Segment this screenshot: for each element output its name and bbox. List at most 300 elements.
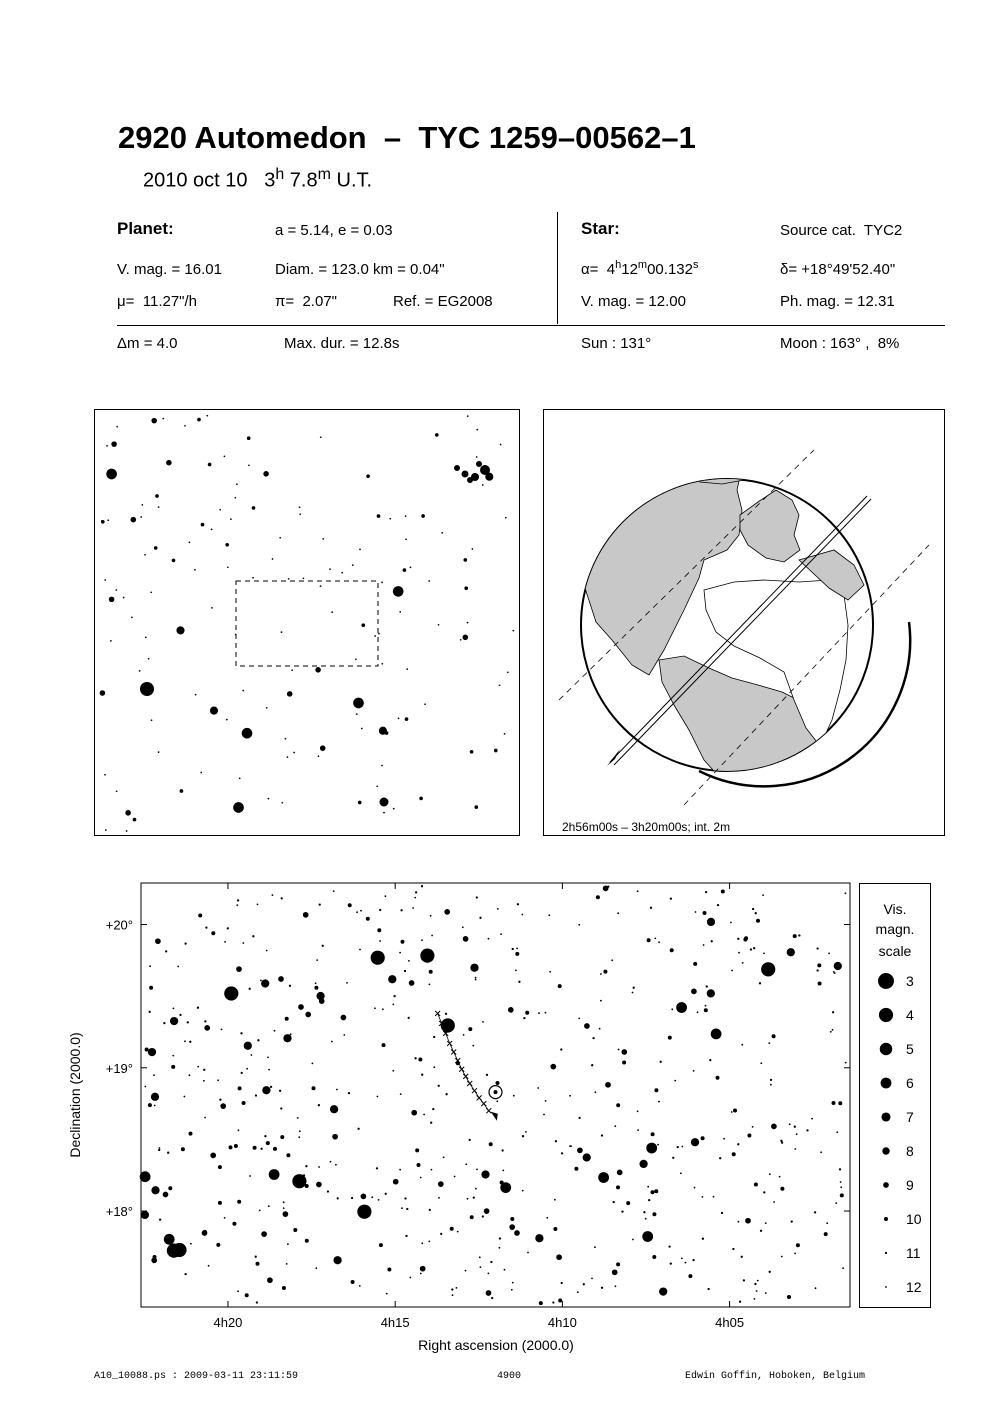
- field-star: [303, 1174, 305, 1176]
- planet-ref: Ref. = EG2008: [393, 293, 493, 310]
- scale-label: 9: [906, 1177, 914, 1193]
- field-star: [737, 1143, 739, 1145]
- field-star: [548, 914, 550, 916]
- field-star: [517, 903, 519, 905]
- delta-value: = +18°49'52.40": [788, 261, 896, 278]
- field-star: [677, 1146, 679, 1148]
- finder-star: [329, 568, 331, 570]
- field-star: [543, 1114, 545, 1116]
- finder-star: [176, 626, 184, 634]
- field-star: [753, 947, 755, 949]
- field-star: [431, 1169, 433, 1171]
- field-star: [479, 1256, 481, 1258]
- finder-star: [106, 445, 108, 447]
- field-star: [743, 938, 747, 942]
- finder-star: [410, 567, 412, 569]
- field-star: [357, 1128, 359, 1130]
- field-star: [652, 1255, 656, 1259]
- field-star: [379, 940, 381, 942]
- field-star: [537, 1087, 539, 1089]
- scale-dot: [884, 1217, 888, 1221]
- finder-star: [115, 589, 117, 591]
- pi-symbol: π: [275, 293, 286, 310]
- field-star: [429, 1209, 431, 1211]
- field-star: [554, 1199, 556, 1201]
- field-star: [450, 1227, 454, 1231]
- finder-star: [472, 548, 474, 550]
- field-star: [379, 1243, 383, 1247]
- finder-star: [460, 639, 462, 641]
- field-star: [480, 1266, 482, 1268]
- field-star: [189, 1074, 191, 1076]
- field-star: [622, 1061, 626, 1065]
- field-star: [545, 1012, 547, 1014]
- field-star: [739, 1301, 741, 1303]
- mu-symbol: μ: [117, 293, 126, 310]
- field-star: [387, 1268, 391, 1272]
- mu-value: = 11.27"/h: [125, 293, 198, 310]
- field-star: [770, 1084, 772, 1086]
- field-star: [411, 1110, 417, 1116]
- finder-star: [281, 631, 283, 633]
- alpha-m-unit: m: [637, 259, 648, 271]
- field-star: [668, 1245, 670, 1247]
- finder-star: [225, 543, 229, 547]
- field-star: [605, 1175, 607, 1177]
- field-star: [763, 953, 765, 955]
- finder-star: [500, 444, 502, 446]
- field-star: [217, 1079, 219, 1081]
- field-star: [167, 1152, 169, 1154]
- field-star: [392, 1004, 394, 1006]
- field-star: [601, 1134, 603, 1136]
- field-star: [236, 904, 238, 906]
- finder-star: [389, 518, 391, 520]
- field-star: [693, 962, 697, 966]
- field-star: [414, 897, 416, 899]
- field-star: [732, 1248, 734, 1250]
- field-star: [496, 1081, 500, 1085]
- y-tick-label: +18°: [105, 1204, 133, 1220]
- finder-star: [288, 578, 290, 580]
- field-star: [741, 1044, 743, 1046]
- finder-star: [166, 460, 172, 466]
- field-star: [617, 1170, 623, 1176]
- finder-star: [293, 752, 295, 754]
- event-hour: 3: [264, 169, 276, 192]
- finder-star: [140, 516, 142, 518]
- field-star: [556, 1254, 562, 1260]
- field-star: [420, 1177, 422, 1179]
- field-star: [264, 1135, 266, 1137]
- field-star: [401, 1207, 403, 1209]
- finder-star: [299, 513, 301, 515]
- finder-star: [125, 810, 131, 816]
- planet-vmag: V. mag. = 16.01: [117, 261, 222, 278]
- star-chart: [0, 870, 855, 1360]
- finder-star: [252, 577, 254, 579]
- field-star: [266, 950, 268, 952]
- field-star: [525, 1011, 529, 1015]
- field-star: [651, 1190, 655, 1194]
- finder-star: [399, 611, 401, 613]
- finder-star: [393, 586, 404, 597]
- field-star: [737, 938, 739, 940]
- field-star: [251, 1054, 253, 1056]
- field-star: [545, 1100, 547, 1102]
- field-star: [512, 948, 514, 950]
- field-star: [615, 1285, 617, 1287]
- field-star: [283, 1211, 289, 1217]
- field-star: [659, 1287, 667, 1295]
- field-star: [794, 1126, 796, 1128]
- field-star: [155, 938, 161, 944]
- field-star: [842, 1267, 844, 1269]
- field-star: [377, 1096, 379, 1098]
- finder-star: [358, 801, 362, 805]
- field-star: [141, 1211, 149, 1219]
- field-star: [197, 1007, 199, 1009]
- field-star: [770, 1079, 772, 1081]
- field-star: [330, 1105, 338, 1113]
- field-star: [703, 911, 707, 915]
- finder-star: [105, 829, 107, 831]
- field-star: [489, 1142, 493, 1146]
- finder-star: [381, 765, 383, 767]
- field-star: [711, 940, 713, 942]
- delta-symbol: δ: [780, 261, 789, 278]
- field-star: [583, 1153, 591, 1161]
- scale-label: 7: [906, 1109, 914, 1125]
- field-star: [515, 970, 517, 972]
- field-star: [832, 1101, 836, 1105]
- field-star: [502, 1170, 504, 1172]
- ut-label: U.T.: [336, 169, 373, 192]
- field-star: [621, 1049, 627, 1055]
- finder-star: [438, 624, 440, 626]
- field-star: [731, 970, 733, 972]
- finder-stars: [100, 415, 515, 832]
- field-star: [279, 1090, 281, 1092]
- field-star: [672, 1157, 674, 1159]
- field-star: [479, 917, 481, 919]
- field-star: [607, 885, 609, 887]
- field-star: [356, 911, 358, 913]
- finder-star: [151, 719, 153, 721]
- field-star: [561, 1152, 563, 1154]
- field-star: [151, 1093, 159, 1101]
- field-star: [305, 1239, 309, 1243]
- field-star: [433, 1036, 435, 1038]
- field-star: [754, 1283, 756, 1285]
- finder-star: [227, 566, 229, 568]
- field-star: [691, 1138, 699, 1146]
- field-star: [755, 912, 757, 914]
- field-star: [645, 1218, 647, 1220]
- field-star: [267, 1057, 269, 1059]
- field-star: [336, 1089, 338, 1091]
- field-star: [331, 1041, 333, 1043]
- field-star: [475, 1188, 477, 1190]
- finder-star: [133, 818, 137, 822]
- field-star: [189, 1132, 193, 1136]
- finder-star: [195, 694, 197, 696]
- field-star: [412, 907, 414, 909]
- field-star: [514, 1230, 520, 1236]
- field-star: [400, 909, 402, 911]
- field-star: [632, 1239, 634, 1241]
- field-star: [705, 891, 707, 893]
- field-star: [828, 953, 830, 955]
- finder-star: [263, 471, 269, 477]
- field-star: [488, 1273, 490, 1275]
- finder-star: [320, 436, 322, 438]
- field-star: [681, 1146, 683, 1148]
- finder-star: [505, 517, 507, 519]
- finder-star: [424, 703, 426, 705]
- field-star: [773, 1201, 775, 1203]
- field-star: [190, 1243, 192, 1245]
- max-duration: Max. dur. = 12.8s: [284, 335, 400, 352]
- field-star: [408, 960, 410, 962]
- field-star: [484, 1208, 490, 1214]
- field-star: [216, 1243, 220, 1247]
- finder-star: [211, 529, 213, 531]
- field-star: [504, 1269, 506, 1271]
- field-star: [465, 1163, 467, 1165]
- finder-star: [131, 517, 137, 523]
- event-datetime: [143, 166, 372, 193]
- field-star: [747, 1134, 751, 1138]
- finder-star: [184, 425, 186, 427]
- field-star: [706, 985, 708, 987]
- scale-dot: [883, 1182, 889, 1188]
- field-star: [781, 1256, 783, 1258]
- field-star: [327, 1190, 329, 1192]
- field-star: [452, 1294, 454, 1296]
- field-star: [376, 1167, 378, 1169]
- field-star: [163, 1192, 169, 1198]
- field-star: [592, 1037, 594, 1039]
- finder-star: [155, 494, 159, 498]
- field-star: [405, 1235, 407, 1237]
- finder-star: [109, 597, 115, 603]
- field-star: [756, 919, 760, 923]
- x-axis-title: Right ascension (2000.0): [418, 1337, 574, 1353]
- field-star: [205, 926, 207, 928]
- event-date: 2010 oct 10: [143, 169, 248, 192]
- finder-star: [374, 635, 376, 637]
- field-star: [237, 899, 239, 901]
- field-star: [765, 1222, 767, 1224]
- field-star: [415, 891, 417, 893]
- field-star: [337, 1197, 339, 1199]
- finder-star: [111, 441, 117, 447]
- field-star: [252, 935, 254, 937]
- field-star: [658, 1101, 660, 1103]
- finder-star: [403, 568, 407, 572]
- field-star: [429, 970, 433, 974]
- field-star: [709, 1059, 711, 1061]
- finder-star: [180, 789, 184, 793]
- field-star: [316, 1182, 322, 1188]
- finder-star: [141, 504, 143, 506]
- field-star: [701, 1137, 703, 1139]
- field-star: [444, 909, 450, 915]
- field-star: [457, 1231, 459, 1233]
- scale-dot: [880, 1043, 893, 1056]
- finder-star: [110, 640, 112, 642]
- field-star: [332, 1134, 338, 1140]
- field-star: [312, 1086, 316, 1090]
- field-star: [779, 1176, 781, 1178]
- finder-star: [512, 630, 514, 632]
- field-star: [600, 973, 602, 975]
- field-star: [538, 1012, 540, 1014]
- magnitude-scale-panel: [859, 883, 931, 1308]
- field-star: [765, 1292, 767, 1294]
- field-star: [443, 1156, 445, 1158]
- field-star: [500, 1181, 504, 1185]
- field-star: [253, 1146, 257, 1150]
- finder-bright-star: [380, 798, 389, 807]
- event-minutes: 7.8: [289, 169, 318, 192]
- field-star: [262, 1086, 270, 1094]
- field-star: [423, 1114, 425, 1116]
- field-star: [838, 1101, 842, 1105]
- field-star: [670, 897, 672, 899]
- field-star: [549, 971, 551, 973]
- field-star: [187, 1021, 189, 1023]
- field-star: [256, 1262, 260, 1266]
- field-star: [830, 1031, 832, 1033]
- field-star: [234, 1144, 238, 1148]
- field-star: [445, 1013, 447, 1015]
- star-vmag: V. mag. = 12.00: [581, 293, 686, 310]
- y-tick-label: +19°: [105, 1060, 133, 1076]
- field-star: [333, 1256, 341, 1264]
- field-star: [771, 1124, 777, 1130]
- field-star: [243, 942, 245, 944]
- field-star: [614, 1125, 616, 1127]
- field-star: [647, 1186, 649, 1188]
- finder-star: [248, 464, 250, 466]
- field-star: [151, 1186, 159, 1194]
- x-tick-label: 4h05: [715, 1315, 745, 1330]
- field-star: [488, 938, 490, 940]
- field-star: [400, 1093, 402, 1095]
- finder-star: [266, 707, 268, 709]
- field-star: [510, 1217, 514, 1221]
- planet-motion: [117, 293, 197, 310]
- finder-star: [441, 532, 443, 534]
- field-star: [242, 1101, 246, 1105]
- finder-star: [201, 523, 205, 527]
- field-star: [695, 911, 697, 913]
- field-star: [539, 1301, 543, 1305]
- field-star: [432, 1108, 434, 1110]
- field-star: [282, 1286, 286, 1290]
- field-star: [440, 1233, 442, 1235]
- field-star: [518, 981, 520, 983]
- field-star: [181, 1147, 185, 1151]
- field-star: [595, 1091, 597, 1093]
- field-star: [521, 914, 523, 916]
- field-star: [260, 980, 262, 982]
- x-tick-label: 4h15: [380, 1315, 410, 1330]
- field-star: [497, 908, 499, 910]
- finder-star-cluster: [462, 471, 469, 478]
- finder-star: [200, 772, 202, 774]
- finder-star: [123, 597, 125, 599]
- finder-star: [467, 415, 469, 417]
- field-star: [654, 1189, 658, 1193]
- finder-star: [247, 436, 251, 440]
- finder-star: [463, 635, 469, 641]
- field-star: [569, 1095, 571, 1097]
- finder-star: [356, 713, 358, 715]
- field-star: [527, 1252, 529, 1254]
- globe-map: [544, 410, 944, 835]
- field-star: [750, 948, 752, 950]
- field-star: [346, 982, 348, 984]
- field-star: [691, 989, 697, 995]
- field-star: [406, 1208, 408, 1210]
- field-star: [647, 938, 651, 942]
- field-star: [431, 935, 433, 937]
- field-star: [278, 976, 284, 982]
- field-star: [184, 1096, 186, 1098]
- alpha-s-unit: s: [692, 259, 699, 271]
- field-star: [421, 939, 423, 941]
- scale-label: 12: [906, 1279, 922, 1295]
- field-star: [149, 1011, 151, 1013]
- scale-label: 5: [906, 1041, 914, 1057]
- field-star: [711, 1029, 722, 1040]
- field-star: [341, 1015, 347, 1021]
- star-dec: [780, 261, 895, 278]
- field-star: [798, 934, 800, 936]
- finder-star: [463, 558, 467, 562]
- finder-star: [287, 756, 289, 758]
- field-star: [227, 927, 229, 929]
- field-star: [298, 1004, 304, 1010]
- field-star: [796, 1243, 800, 1247]
- field-star: [688, 1274, 692, 1278]
- field-star: [268, 1205, 270, 1207]
- field-star: [550, 1064, 556, 1070]
- field-star: [158, 1149, 160, 1151]
- field-star: [218, 1201, 222, 1205]
- field-star: [438, 1085, 440, 1087]
- finder-star: [224, 456, 226, 458]
- continents: [584, 456, 864, 810]
- field-star: [670, 1262, 672, 1264]
- field-star: [834, 972, 836, 974]
- field-star: [570, 1145, 572, 1147]
- field-star: [716, 1076, 720, 1080]
- field-star: [600, 1000, 602, 1002]
- field-star: [208, 1265, 210, 1267]
- field-star: [692, 1259, 694, 1261]
- field-star: [456, 1287, 458, 1289]
- field-star: [754, 1183, 758, 1187]
- field-star: [512, 1282, 514, 1284]
- field-star: [796, 1133, 798, 1135]
- alpha-eq: = 4: [589, 261, 616, 278]
- field-star: [613, 1201, 615, 1203]
- field-star: [578, 924, 580, 926]
